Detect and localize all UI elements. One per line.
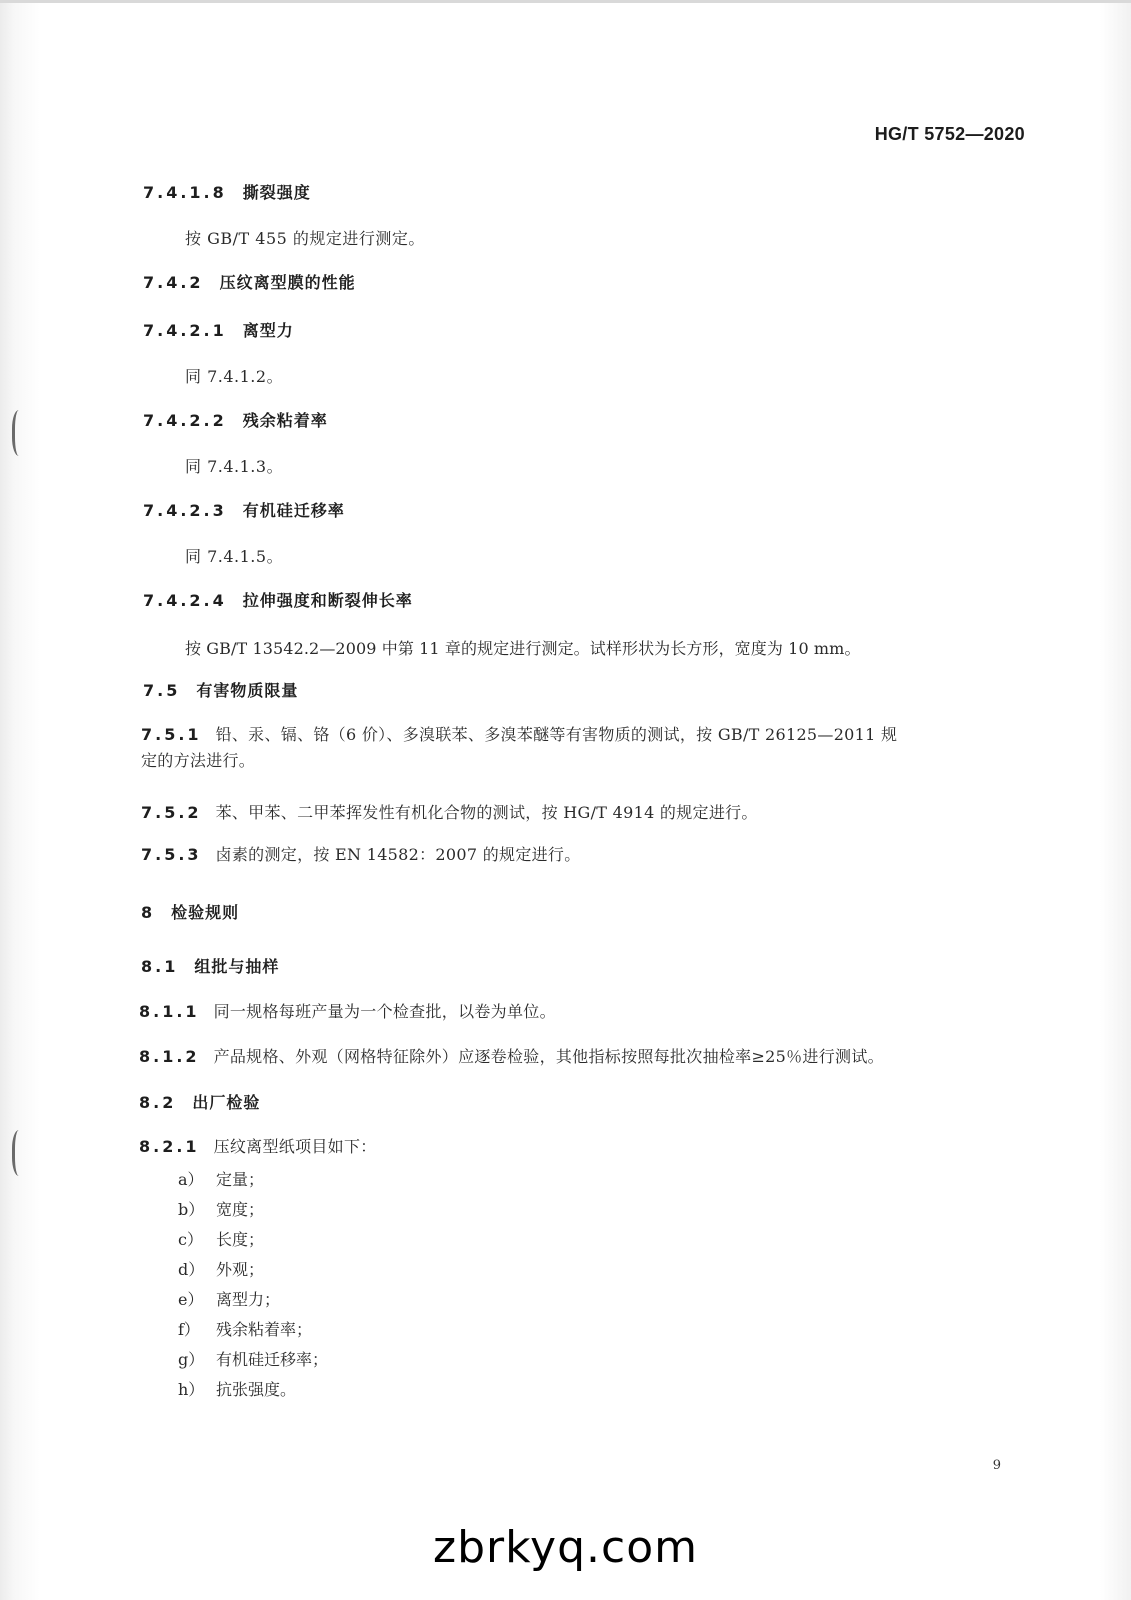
text-7-4-2-2: 同 7.4.1.3。 xyxy=(185,457,284,476)
text-7-4-1-8: 按 GB/T 455 的规定进行测定。 xyxy=(185,229,425,248)
heading-title: 检验规则 xyxy=(171,903,240,922)
list-item xyxy=(178,1287,280,1310)
clause-7-5-1 xyxy=(141,722,897,774)
heading-number: 7.4.2 xyxy=(143,273,204,292)
clause-text-line1: 铅、汞、镉、铬（6 价）、多溴联苯、多溴苯醚等有害物质的测试，按 GB/T 26125—2011 规 xyxy=(215,725,898,744)
heading-number: 8.2 xyxy=(139,1093,177,1112)
clause-number: 8.1.1 xyxy=(139,1002,200,1021)
heading-number: 7.4.2.1 xyxy=(143,321,227,340)
heading-title: 出厂检验 xyxy=(192,1093,261,1112)
heading-title: 有机硅迁移率 xyxy=(242,501,345,520)
list-text: 定量； xyxy=(216,1170,265,1189)
list-marker: a） xyxy=(178,1170,204,1189)
clause-number: 8.1.2 xyxy=(139,1047,200,1066)
binding-hole-mark xyxy=(12,410,29,456)
clause-text: 苯、甲苯、二甲苯挥发性有机化合物的测试，按 HG/T 4914 的规定进行。 xyxy=(215,803,758,822)
heading-7-5 xyxy=(143,678,298,701)
list-marker: e） xyxy=(178,1290,204,1309)
heading-8-1 xyxy=(141,954,279,977)
clause-text: 产品规格、外观（网格特征除外）应逐卷检验，其他指标按照每批次抽检率≥25％进行测试。 xyxy=(213,1047,884,1066)
text-7-4-2-3: 同 7.4.1.5。 xyxy=(185,547,284,566)
heading-title: 组批与抽样 xyxy=(194,957,280,976)
clause-8-2-1 xyxy=(139,1134,377,1160)
heading-8-2 xyxy=(139,1090,260,1113)
standard-code: HG/T 5752—2020 xyxy=(874,124,1025,144)
heading-7-4-2-4 xyxy=(143,588,413,611)
list-text: 残余粘着率； xyxy=(216,1320,313,1339)
list-marker: g） xyxy=(178,1350,205,1369)
text-7-4-2-1: 同 7.4.1.2。 xyxy=(185,367,284,386)
binding-hole-mark xyxy=(12,1130,29,1176)
clause-number: 7.5.1 xyxy=(141,725,202,744)
list-text: 抗张强度。 xyxy=(216,1380,297,1399)
heading-number: 7.4.1.8 xyxy=(143,183,227,202)
list-marker: h） xyxy=(178,1380,205,1399)
heading-number: 8.1 xyxy=(141,957,179,976)
list-text: 宽度； xyxy=(216,1200,265,1219)
heading-number: 7.5 xyxy=(143,681,181,700)
list-item xyxy=(178,1227,264,1250)
clause-number: 7.5.3 xyxy=(141,845,202,864)
heading-8 xyxy=(141,900,239,923)
heading-number: 7.4.2.4 xyxy=(143,591,227,610)
text-7-4-2-4: 按 GB/T 13542.2—2009 中第 11 章的规定进行测定。试样形状为长方形，宽度为 10 mm。 xyxy=(185,639,861,658)
clause-text-line2: 定的方法进行。 xyxy=(141,751,256,770)
list-text: 长度； xyxy=(216,1230,265,1249)
heading-7-4-2-3 xyxy=(143,498,345,521)
list-item xyxy=(178,1167,264,1190)
list-item xyxy=(178,1347,328,1370)
clause-text: 同一规格每班产量为一个检查批，以卷为单位。 xyxy=(213,1002,556,1021)
clause-text: 卤素的测定，按 EN 14582：2007 的规定进行。 xyxy=(215,845,581,864)
heading-number: 8 xyxy=(141,903,156,922)
watermark: zbrkyq.com xyxy=(433,1522,698,1573)
list-marker: f） xyxy=(178,1320,200,1339)
list-text: 外观； xyxy=(216,1260,265,1279)
heading-number: 7.4.2.3 xyxy=(143,501,227,520)
list-text: 离型力； xyxy=(216,1290,281,1309)
list-item xyxy=(178,1377,296,1400)
page-number: 9 xyxy=(992,1458,1001,1473)
heading-title: 撕裂强度 xyxy=(242,183,311,202)
clause-8-1-2 xyxy=(139,1044,884,1070)
clause-text: 压纹离型纸项目如下： xyxy=(213,1137,377,1156)
list-marker: d） xyxy=(178,1260,205,1279)
heading-7-4-1-8 xyxy=(143,180,311,203)
heading-title: 压纹离型膜的性能 xyxy=(219,273,356,292)
list-item xyxy=(178,1257,264,1280)
heading-7-4-2 xyxy=(143,270,356,293)
list-text: 有机硅迁移率； xyxy=(216,1350,329,1369)
scan-top-edge xyxy=(0,0,1131,3)
list-item xyxy=(178,1317,312,1340)
clause-number: 7.5.2 xyxy=(141,803,202,822)
heading-title: 有害物质限量 xyxy=(196,681,299,700)
clause-number: 8.2.1 xyxy=(139,1137,200,1156)
clause-7-5-3 xyxy=(141,842,581,868)
clause-7-5-2 xyxy=(141,800,758,826)
heading-7-4-2-2 xyxy=(143,408,328,431)
list-marker: c） xyxy=(178,1230,203,1249)
heading-title: 残余粘着率 xyxy=(242,411,328,430)
heading-title: 拉伸强度和断裂伸长率 xyxy=(242,591,413,610)
heading-7-4-2-1 xyxy=(143,318,294,341)
heading-title: 离型力 xyxy=(242,321,294,340)
list-item xyxy=(178,1197,264,1220)
heading-number: 7.4.2.2 xyxy=(143,411,227,430)
clause-8-1-1 xyxy=(139,999,556,1025)
list-marker: b） xyxy=(178,1200,205,1219)
